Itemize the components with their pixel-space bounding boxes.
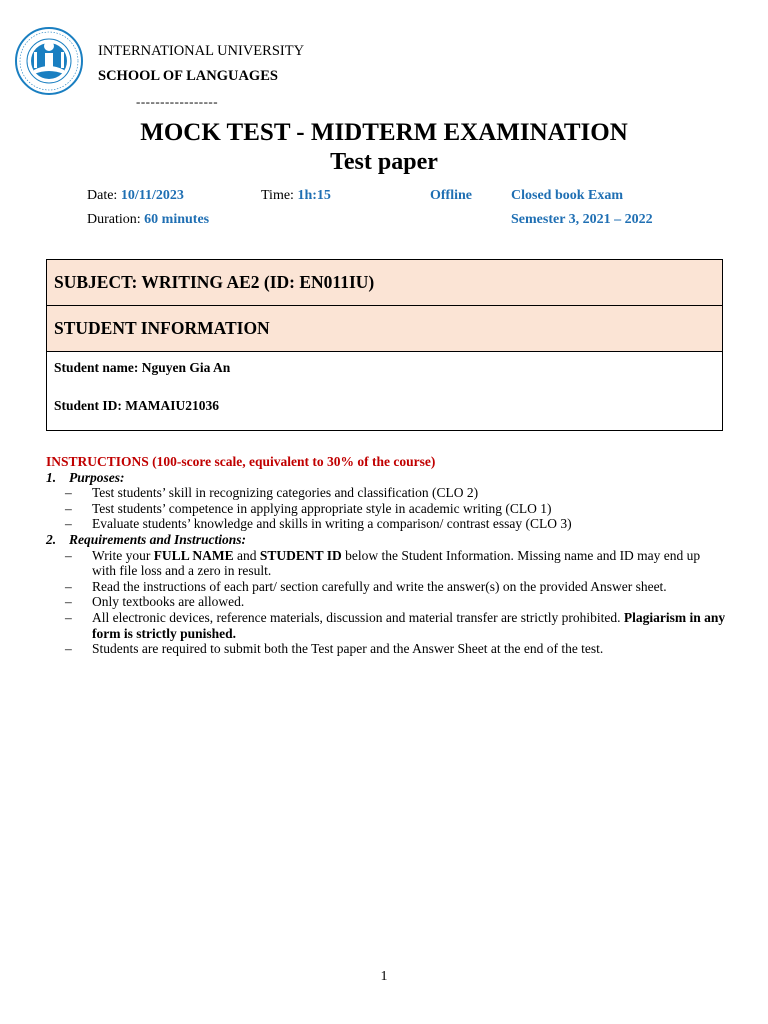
time-label: Time: [261, 188, 298, 203]
duration-value: 60 minutes [144, 212, 210, 227]
date-value: 10/11/2023 [120, 188, 184, 203]
student-details [47, 352, 722, 430]
student-id: Student ID: MAMAIU21036 [54, 398, 219, 413]
exam-time [261, 188, 331, 204]
page-number: 1 [380, 969, 388, 984]
time-value: 1h:15 [297, 188, 331, 203]
dash-bullet: – [65, 485, 72, 501]
list-item: – All electronic devices, reference materials, discussion and material transfer are strictly prohibited. Plagiarism in any form is strictly punished. [65, 609, 726, 641]
exam-duration [87, 212, 209, 228]
exam-mode: Offline [430, 188, 472, 203]
list-item: – Write your FULL NAME and STUDENT ID below the Student Information. Missing name and ID may end up with file loss and a zero in result. [65, 547, 701, 579]
section-title: Requirements and Instructions: [69, 531, 247, 547]
dash-bullet: – [65, 641, 72, 657]
semester: Semester 3, 2021 – 2022 [511, 212, 653, 227]
list-item: – Test students’ competence in applying appropriate style in academic writing (CLO 1) [65, 500, 552, 516]
subject-row: SUBJECT: WRITING AE2 (ID: EN011IU) [47, 260, 722, 306]
section-title: Purposes: [69, 469, 125, 485]
list-item: – Test students’ skill in recognizing categories and classification (CLO 2) [65, 485, 479, 501]
section-number: 1. [46, 469, 57, 485]
dash-bullet: – [65, 516, 72, 532]
date-label: Date: [87, 188, 121, 203]
university-logo [14, 26, 84, 96]
instructions-heading: INSTRUCTIONS (100-score scale, equivalent to 30% of the course) [46, 454, 436, 469]
list-item: – Evaluate students’ knowledge and skills in writing a comparison/ contrast essay (CLO 3) [65, 516, 572, 532]
info-table [46, 259, 723, 431]
list-item: – Read the instructions of each part/ section carefully and write the answer(s) on the provided Answer sheet. [65, 578, 667, 594]
list-item: – Only textbooks are allowed. [65, 594, 245, 610]
list-item: – Students are required to submit both the Test paper and the Answer Sheet at the end of the test. [65, 641, 604, 657]
dash-bullet: – [65, 609, 72, 625]
section-number: 2. [46, 531, 57, 547]
student-name: Student name: Nguyen Gia An [54, 360, 231, 375]
dash-bullet: – [65, 500, 72, 516]
dash-bullet: – [65, 547, 72, 563]
section-purposes [46, 470, 726, 486]
instructions [46, 454, 726, 657]
page-title: MOCK TEST - MIDTERM EXAMINATION [140, 119, 628, 146]
exam-type: Closed book Exam [511, 188, 624, 203]
student-info-heading: STUDENT INFORMATION [47, 306, 722, 352]
page-subtitle: Test paper [330, 149, 438, 175]
section-requirements [46, 532, 726, 548]
school-name: SCHOOL OF LANGUAGES [98, 68, 278, 84]
dash-bullet: – [65, 594, 72, 610]
university-name: INTERNATIONAL UNIVERSITY [98, 43, 305, 59]
duration-label: Duration: [87, 212, 145, 227]
dash-bullet: – [65, 578, 72, 594]
header-separator: ----------------- [136, 94, 219, 109]
exam-date [87, 188, 184, 204]
